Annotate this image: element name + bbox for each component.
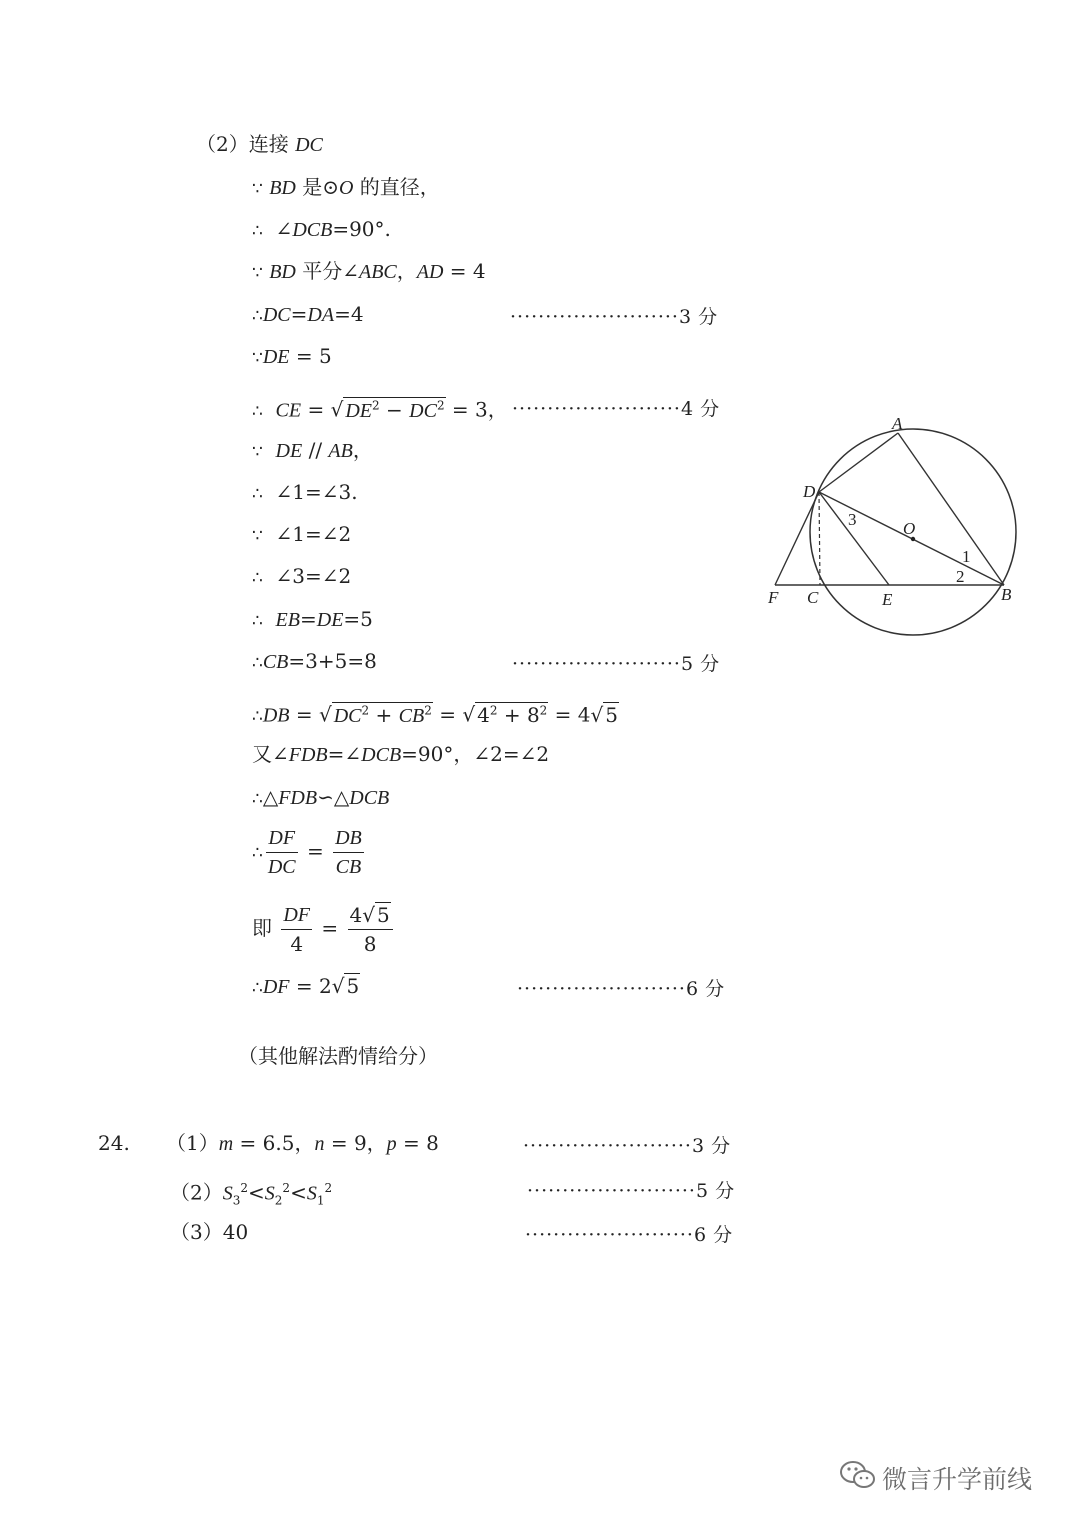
watermark-text: 微言升学前线 (882, 1465, 1033, 1494)
label-A: A (892, 414, 903, 433)
step-12: ∴CB=3+5=8 (252, 649, 377, 673)
q24-score-3: ························6 分 (525, 1224, 733, 1246)
label-O: O (903, 519, 916, 538)
step-18: ∴DF = 2√ 5 (252, 974, 360, 998)
sqrt-ce: √ $DE^2 - DC^2$ (330, 397, 445, 422)
label-C: C (807, 588, 819, 607)
segment-dc-dashed (819, 492, 820, 585)
step-1: ∵ BD 是⊙O 的直径， (252, 175, 440, 199)
segment-fd (775, 492, 819, 585)
step-4: ∴DC=DA=4 (252, 302, 364, 326)
score-3: ························3 分 (510, 306, 718, 328)
segment-ab (898, 433, 1004, 585)
q24-number: 24. (98, 1131, 130, 1155)
segment-de (819, 492, 889, 585)
step-6: ∴ CE = √ $DE^2 - DC^2 = 3$， (252, 392, 508, 425)
step-7: ∵ DE // AB， (252, 438, 373, 462)
other-solutions-note: （其他解法酌情给分） (238, 1044, 438, 1068)
q24-part1: （1）m = 6.5，n = 9，p = 8 (166, 1131, 439, 1155)
segment-da (819, 433, 898, 492)
step-2: ∴ ∠DCB=90°. (252, 217, 391, 241)
label-D: D (803, 482, 816, 501)
step-14: 又∠FDB=∠DCB=90°，∠2=∠2 (252, 742, 550, 766)
step-11: ∴ EB=DE=5 (252, 607, 373, 631)
label-B: B (1001, 585, 1012, 604)
q24-score-1: ························3 分 (523, 1135, 731, 1157)
label-2: 2 (956, 567, 965, 586)
score-6: ························6 分 (517, 978, 725, 1000)
step-16: ∴ $\frac{DF}{DC}$ = $\frac{DB}{CB}$ (252, 824, 367, 881)
part2-header: （2）连接 DC (196, 132, 323, 156)
step-15: ∴△FDB∽△DCB (252, 785, 390, 809)
score-5: ························5 分 (512, 653, 720, 675)
step-8: ∴ ∠1=∠3. (252, 480, 358, 504)
label-3: 3 (848, 510, 857, 529)
step-5: ∵DE = 5 (252, 344, 332, 368)
label-E: E (882, 590, 893, 609)
step-9: ∵ ∠1=∠2 (252, 522, 352, 546)
label-1: 1 (962, 547, 971, 566)
step-17: 即 $\frac{DF}{4}$ = $\frac{4√ 5}{8}$ (252, 901, 396, 958)
label-F: F (768, 588, 779, 607)
q24-part2: $(2)S_3^2<S_2^2<S_1^2$ (170, 1180, 333, 1208)
step-3: ∵ BD 平分∠ABC，AD = 4 (252, 259, 486, 283)
step-13: ∴DB = √ $DC^2 + CB^2$ = √ $4^2 + 8^2 = 4√$ 5 (252, 702, 618, 727)
step-10: ∴ ∠3=∠2 (252, 564, 352, 588)
q24-score-2: ························5 分 (527, 1180, 735, 1202)
score-4: ························4 分 (512, 398, 720, 420)
geometry-diagram (760, 410, 1060, 655)
wechat-icon (838, 1458, 878, 1492)
q24-part3: （3）40 (170, 1220, 249, 1244)
